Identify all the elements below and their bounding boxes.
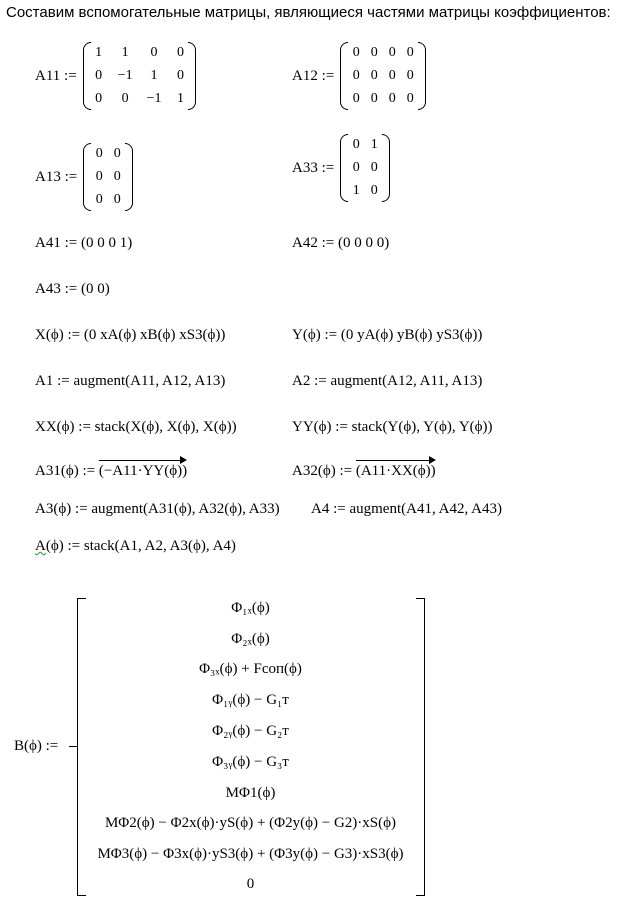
a32-lhs: A32(ϕ) := <box>292 463 353 479</box>
matrix-cell: 0 <box>95 146 103 161</box>
a3-definition: A3(ϕ) := augment(A31(ϕ), A32(ϕ), A33) <box>35 501 280 517</box>
b-row-4: Φ₁ᵧ(ϕ) − G₁т <box>212 692 289 708</box>
matrix-cell: 0 <box>406 45 414 60</box>
a-definition <box>35 538 236 555</box>
a31-rhs: (−A11·YY(ϕ)) <box>98 463 188 479</box>
matrix-cell: 0 <box>95 68 103 83</box>
matrix-cell: 1 <box>370 137 378 152</box>
matrix-cell: 0 <box>95 169 103 184</box>
matrix-a13-label: A13 := <box>35 168 78 185</box>
a41-definition: A41 := (0 0 0 1) <box>35 235 133 251</box>
matrix-cell: 0 <box>388 45 396 60</box>
b-row-6: Φ₃ᵧ(ϕ) − G₃т <box>212 754 289 770</box>
b-row-10: 0 <box>246 876 255 892</box>
b-bracket-tick <box>69 746 77 747</box>
a31-definition <box>35 463 187 480</box>
matrix-a33-grid <box>340 134 390 202</box>
yy-definition: YY(ϕ) := stack(Y(ϕ), Y(ϕ), Y(ϕ)) <box>292 419 493 435</box>
matrix-cell: 0 <box>352 137 360 152</box>
matrix-cell: 0 <box>121 91 129 106</box>
b-row-8: MΦ2(ϕ) − Φ2x(ϕ)·yS(ϕ) + (Φ2y(ϕ) − G2)·xS(ϕ) <box>104 815 397 831</box>
a42-definition: A42 := (0 0 0 0) <box>292 235 390 251</box>
matrix-a12 <box>292 42 426 110</box>
b-row-9: MΦ3(ϕ) − Φ3x(ϕ)·yS3(ϕ) + (Φ3y(ϕ) − G3)·xS3(ϕ) <box>97 846 404 862</box>
matrix-cell: 0 <box>370 183 378 198</box>
b-row-2: Φ₂ₓ(ϕ) <box>231 631 270 647</box>
matrix-cell: 1 <box>150 68 158 83</box>
matrix-cell: 0 <box>370 68 378 83</box>
matrix-cell: 0 <box>388 91 396 106</box>
b-row-5: Φ₂ᵧ(ϕ) − G₂т <box>212 723 289 739</box>
vectorize-arrow <box>356 463 436 480</box>
matrix-cell: 0 <box>95 192 103 207</box>
matrix-a12-label: A12 := <box>292 67 335 84</box>
matrix-cell: 0 <box>352 91 360 106</box>
matrix-cell: −1 <box>117 68 133 83</box>
matrix-cell: 0 <box>113 146 121 161</box>
b-row-3: Φ₃ₓ(ϕ) + Fсоп(ϕ) <box>199 661 302 677</box>
matrix-cell: 0 <box>352 160 360 175</box>
matrix-cell: 0 <box>95 91 103 106</box>
matrix-a33-label: A33 := <box>292 159 335 176</box>
matrix-cell: 0 <box>113 192 121 207</box>
vectorize-arrow <box>99 463 187 480</box>
matrix-cell: 0 <box>370 91 378 106</box>
x-definition: X(ϕ) := (0 xA(ϕ) xB(ϕ) xS3(ϕ)) <box>35 327 226 343</box>
matrix-cell: 1 <box>95 45 103 60</box>
a-rest: (ϕ) := stack(A1, A2, A3(ϕ), A4) <box>45 538 236 554</box>
a43-definition: A43 := (0 0) <box>35 281 110 297</box>
b-row-7: MΦ1(ϕ) <box>225 785 276 801</box>
xx-definition: XX(ϕ) := stack(X(ϕ), X(ϕ), X(ϕ)) <box>35 419 237 435</box>
matrix-a12-grid <box>340 42 426 110</box>
matrix-cell: 0 <box>406 91 414 106</box>
matrix-cell: 1 <box>176 91 184 106</box>
matrix-a11-grid <box>83 42 197 110</box>
matrix-cell: 0 <box>176 45 184 60</box>
y-definition: Y(ϕ) := (0 yA(ϕ) yB(ϕ) yS3(ϕ)) <box>292 327 483 343</box>
matrix-cell: 1 <box>352 183 360 198</box>
matrix-cell: 0 <box>406 68 414 83</box>
a4-definition: A4 := augment(A41, A42, A43) <box>311 501 502 517</box>
matrix-cell: 0 <box>113 169 121 184</box>
matrix-cell: 0 <box>370 45 378 60</box>
matrix-a13-grid <box>83 143 133 211</box>
a32-rhs: (A11·XX(ϕ)) <box>355 463 436 479</box>
matrix-a13 <box>35 143 133 211</box>
matrix-cell: 0 <box>176 68 184 83</box>
matrix-a33 <box>292 134 390 202</box>
matrix-cell: −1 <box>146 91 162 106</box>
a2-definition: A2 := augment(A12, A11, A13) <box>292 373 483 389</box>
matrix-a11 <box>35 42 196 110</box>
a32-definition <box>292 463 436 480</box>
a31-lhs: A31(ϕ) := <box>35 463 96 479</box>
intro-text: Составим вспомогательные матрицы, являющиеся частями матрицы коэффициентов: <box>6 4 611 21</box>
matrix-cell: 0 <box>352 68 360 83</box>
matrix-cell: 0 <box>370 160 378 175</box>
b-lhs: B(ϕ) := <box>14 738 59 754</box>
matrix-a11-label: A11 := <box>35 67 77 84</box>
matrix-cell: 1 <box>121 45 129 60</box>
b-right-bracket <box>416 598 425 896</box>
a1-definition: A1 := augment(A11, A12, A13) <box>35 373 226 389</box>
a-name-flagged: A <box>35 538 46 554</box>
b-row-1: Φ₁ₓ(ϕ) <box>231 600 270 616</box>
matrix-cell: 0 <box>150 45 158 60</box>
matrix-cell: 0 <box>352 45 360 60</box>
matrix-cell: 0 <box>388 68 396 83</box>
